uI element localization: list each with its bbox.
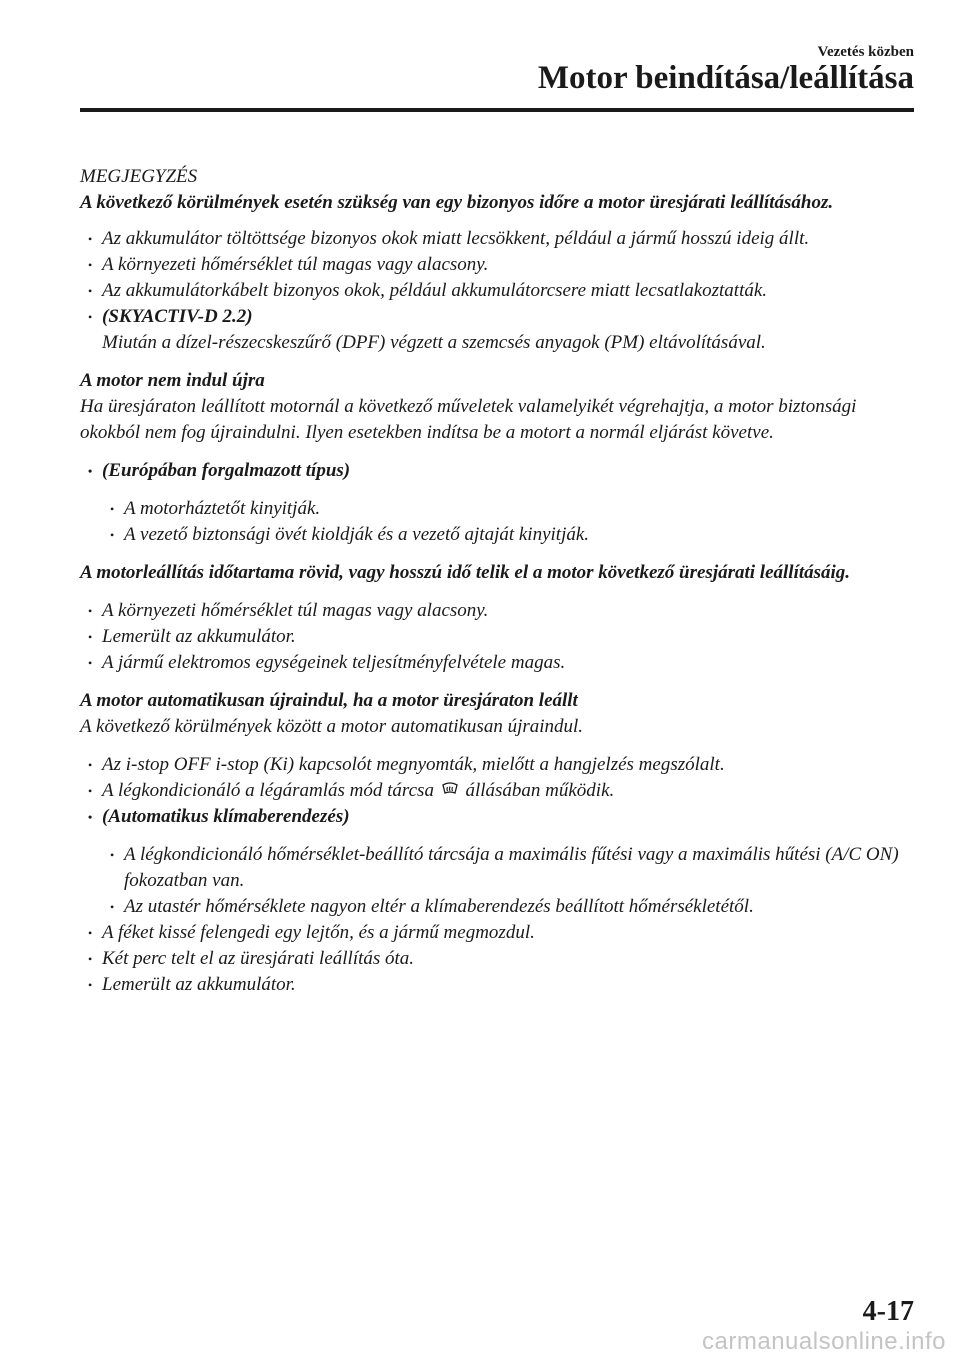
auto-restart-heading: A motor automatikusan újraindul, ha a motor üresjáraton leállt [80,690,578,711]
list-item: • Az akkumulátorkábelt bizonyos okok, például akkumulátorcsere miatt lecsatlakoztatták. [80,278,910,304]
note-intro: A következő körülmények esetén szükség van egy bizonyos időre a motor üresjárati leállításához. [80,192,834,213]
section-label: Vezetés közben [817,44,914,60]
duration-heading: A motorleállítás időtartama rövid, vagy hosszú idő telik el a motor következő üresjárati leállításáig. [80,562,851,583]
no-restart-body: Ha üresjáraton leállított motornál a következő műveletek valamelyikét végrehajtja, a motor biztonsági okokból nem fog újraindulni. Ilyen esetekben indítsa be a motort a normál eljárást követve. [80,396,857,443]
list-item: • A környezeti hőmérséklet túl magas vagy alacsony. [80,252,910,278]
airflow-text-after: állásában működik. [465,780,615,801]
header-rule [80,108,914,112]
final-list [80,920,910,998]
list-item: • (Európában forgalmazott típus) [80,458,910,484]
list-item: • Az akkumulátor töltöttsége bizonyos okok miatt lecsökkent, például a jármű hosszú ideig állt. [80,226,910,252]
list-item: • A légkondicionáló hőmérséklet-beállító tárcsája a maximális fűtési vagy a maximális hűtési (A/C ON) fokozatban van. [102,842,910,894]
list-item: • Az utastér hőmérséklete nagyon eltér a klímaberendezés beállított hőmérsékletétől. [102,894,910,920]
duration-list [80,598,910,676]
list-item [80,304,910,356]
note-heading: MEGJEGYZÉS [80,166,198,187]
europe-list [80,496,910,548]
list-item: • Lemerült az akkumulátor. [80,972,910,998]
list-item: • Két perc telt el az üresjárati leállítás óta. [80,946,910,972]
climate-list [80,842,910,920]
page-title: Motor beindítása/leállítása [537,60,914,96]
list-item: • (Automatikus klímaberendezés) [80,804,910,830]
list-item: • Lemerült az akkumulátor. [80,624,910,650]
skyactiv-text: Miután a dízel-részecskeszűrő (DPF) végzett a szemcsés anyagok (PM) eltávolításával. [102,332,766,353]
list-item: • A jármű elektromos egységeinek teljesítményfelvétele magas. [80,650,910,676]
page-content [80,164,910,998]
no-restart-heading: A motor nem indul újra [80,370,265,391]
skyactiv-label: (SKYACTIV-D 2.2) [102,306,253,327]
no-restart-list [80,458,910,484]
list-item: • A féket kissé felengedi egy lejtőn, és a jármű megmozdul. [80,920,910,946]
list-item: • A vezető biztonsági övét kioldják és a vezető ajtaját kinyitják. [102,522,910,548]
list-item: • Az i-stop OFF i-stop (Ki) kapcsolót megnyomták, mielőtt a hangjelzés megszólalt. [80,752,910,778]
list-item: • A motorháztetőt kinyitják. [102,496,910,522]
auto-restart-intro: A következő körülmények között a motor automatikusan újraindul. [80,716,584,737]
note-list [80,226,910,356]
watermark: carmanualsonline.info [702,1328,946,1355]
airflow-text-before: A légkondicionáló a légáramlás mód tárcsa [102,780,434,801]
windshield-defrost-icon [441,779,459,795]
list-item: • A környezeti hőmérséklet túl magas vagy alacsony. [80,598,910,624]
auto-restart-list [80,752,910,830]
list-item [80,778,910,804]
page-number: 4-17 [862,1296,914,1327]
